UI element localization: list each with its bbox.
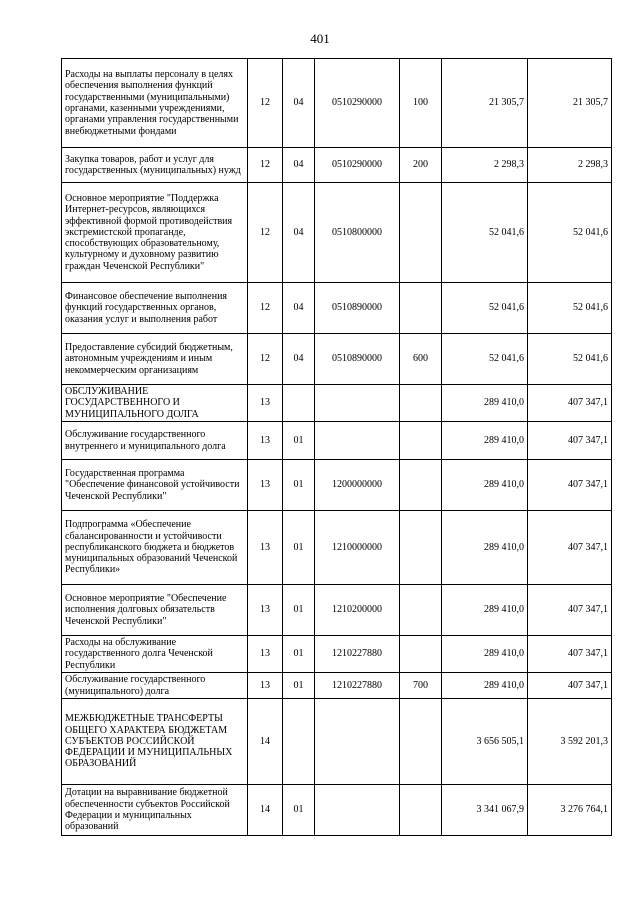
row-subsection: 01 [283, 460, 315, 511]
row-name: ОБСЛУЖИВАНИЕ ГОСУДАРСТВЕННОГО И МУНИЦИПАЛЬНОГО ДОЛГА [62, 385, 248, 422]
row-section: 14 [248, 699, 283, 785]
row-subsection: 01 [283, 511, 315, 585]
row-expense-type [400, 636, 442, 673]
row-amount-1: 21 305,7 [442, 59, 528, 148]
table-row [62, 585, 612, 636]
row-section: 13 [248, 636, 283, 673]
row-target-article: 1210227880 [315, 636, 400, 673]
table-row [62, 785, 612, 836]
row-amount-2: 407 347,1 [528, 636, 612, 673]
table-row [62, 636, 612, 673]
row-amount-2: 407 347,1 [528, 511, 612, 585]
row-target-article: 0510290000 [315, 148, 400, 183]
row-subsection: 04 [283, 334, 315, 385]
row-amount-2: 2 298,3 [528, 148, 612, 183]
row-section: 13 [248, 460, 283, 511]
row-name: Обслуживание государственного внутреннего и муниципального долга [62, 422, 248, 460]
row-section: 13 [248, 511, 283, 585]
row-expense-type: 100 [400, 59, 442, 148]
row-expense-type [400, 183, 442, 283]
row-subsection: 01 [283, 673, 315, 699]
row-expense-type [400, 283, 442, 334]
row-subsection: 04 [283, 59, 315, 148]
row-amount-1: 289 410,0 [442, 422, 528, 460]
row-target-article [315, 385, 400, 422]
row-expense-type: 600 [400, 334, 442, 385]
row-amount-2: 407 347,1 [528, 585, 612, 636]
row-target-article: 1200000000 [315, 460, 400, 511]
row-target-article: 0510890000 [315, 283, 400, 334]
row-amount-2: 52 041,6 [528, 334, 612, 385]
row-section: 13 [248, 422, 283, 460]
row-section: 12 [248, 334, 283, 385]
table-row [62, 183, 612, 283]
row-amount-1: 52 041,6 [442, 334, 528, 385]
row-section: 12 [248, 148, 283, 183]
row-section: 13 [248, 385, 283, 422]
row-target-article [315, 422, 400, 460]
row-name: Предоставление субсидий бюджетным, автономным учреждениям и иным некоммерческим организациям [62, 334, 248, 385]
row-amount-1: 52 041,6 [442, 183, 528, 283]
row-amount-1: 3 341 067,9 [442, 785, 528, 836]
row-name: Финансовое обеспечение выполнения функций государственных органов, оказания услуг и выполнения работ [62, 283, 248, 334]
row-name: МЕЖБЮДЖЕТНЫЕ ТРАНСФЕРТЫ ОБЩЕГО ХАРАКТЕРА БЮДЖЕТАМ СУБЪЕКТОВ РОССИЙСКОЙ ФЕДЕРАЦИИ И МУНИЦИПАЛЬНЫХ ОБРАЗОВАНИЙ [62, 699, 248, 785]
table-row [62, 699, 612, 785]
row-amount-1: 3 656 505,1 [442, 699, 528, 785]
table-row [62, 460, 612, 511]
row-section: 13 [248, 585, 283, 636]
row-expense-type [400, 460, 442, 511]
row-amount-1: 289 410,0 [442, 585, 528, 636]
row-name: Закупка товаров, работ и услуг для государственных (муниципальных) нужд [62, 148, 248, 183]
row-target-article: 1210200000 [315, 585, 400, 636]
row-name: Обслуживание государственного (муниципального) долга [62, 673, 248, 699]
row-target-article: 0510890000 [315, 334, 400, 385]
row-subsection: 01 [283, 585, 315, 636]
row-target-article: 1210227880 [315, 673, 400, 699]
row-name: Основное мероприятие "Поддержка Интернет-ресурсов, являющихся эффективной формой противодействия экстремистской пропаганде, способствующих образовательному, культурному и духовному развитию граждан Чеченской Республики" [62, 183, 248, 283]
table-row [62, 511, 612, 585]
row-name: Подпрограмма «Обеспечение сбалансированности и устойчивости республиканского бюджета и бюджетов муниципальных образований Чеченской Республики» [62, 511, 248, 585]
row-amount-2: 52 041,6 [528, 283, 612, 334]
row-amount-2: 21 305,7 [528, 59, 612, 148]
row-subsection [283, 699, 315, 785]
row-name: Государственная программа "Обеспечение финансовой устойчивости Чеченской Республики" [62, 460, 248, 511]
row-subsection: 01 [283, 636, 315, 673]
row-expense-type [400, 585, 442, 636]
row-amount-2: 407 347,1 [528, 673, 612, 699]
row-name: Расходы на обслуживание государственного долга Чеченской Республики [62, 636, 248, 673]
table-row [62, 334, 612, 385]
row-expense-type [400, 785, 442, 836]
row-target-article [315, 785, 400, 836]
row-amount-2: 407 347,1 [528, 422, 612, 460]
row-subsection: 04 [283, 183, 315, 283]
table-row [62, 673, 612, 699]
row-section: 13 [248, 673, 283, 699]
row-target-article: 0510290000 [315, 59, 400, 148]
row-amount-2: 3 592 201,3 [528, 699, 612, 785]
budget-table [61, 58, 612, 836]
row-subsection: 01 [283, 785, 315, 836]
row-expense-type: 700 [400, 673, 442, 699]
row-subsection: 04 [283, 283, 315, 334]
row-amount-2: 407 347,1 [528, 385, 612, 422]
row-section: 14 [248, 785, 283, 836]
table-row [62, 385, 612, 422]
row-section: 12 [248, 183, 283, 283]
row-expense-type [400, 385, 442, 422]
row-target-article: 1210000000 [315, 511, 400, 585]
row-section: 12 [248, 59, 283, 148]
row-name: Расходы на выплаты персоналу в целях обеспечения выполнения функций государственными (муниципальными) органами, казенными учреждениями, органами управления государственными внебюджетными фондами [62, 59, 248, 148]
row-section: 12 [248, 283, 283, 334]
row-target-article [315, 699, 400, 785]
row-subsection: 01 [283, 422, 315, 460]
page-number: 401 [310, 31, 330, 46]
row-amount-2: 407 347,1 [528, 460, 612, 511]
row-amount-1: 2 298,3 [442, 148, 528, 183]
row-amount-1: 289 410,0 [442, 511, 528, 585]
row-amount-1: 289 410,0 [442, 385, 528, 422]
row-name: Дотации на выравнивание бюджетной обеспеченности субъектов Российской Федерации и муниципальных образований [62, 785, 248, 836]
table-row [62, 422, 612, 460]
table-row [62, 59, 612, 148]
row-expense-type [400, 422, 442, 460]
table-row [62, 148, 612, 183]
row-amount-1: 289 410,0 [442, 636, 528, 673]
row-amount-2: 3 276 764,1 [528, 785, 612, 836]
row-amount-1: 52 041,6 [442, 283, 528, 334]
row-expense-type [400, 699, 442, 785]
row-expense-type [400, 511, 442, 585]
row-amount-1: 289 410,0 [442, 673, 528, 699]
table-row [62, 283, 612, 334]
row-amount-2: 52 041,6 [528, 183, 612, 283]
row-target-article: 0510800000 [315, 183, 400, 283]
row-amount-1: 289 410,0 [442, 460, 528, 511]
row-expense-type: 200 [400, 148, 442, 183]
row-subsection [283, 385, 315, 422]
row-subsection: 04 [283, 148, 315, 183]
row-name: Основное мероприятие "Обеспечение исполнения долговых обязательств Чеченской Республики" [62, 585, 248, 636]
